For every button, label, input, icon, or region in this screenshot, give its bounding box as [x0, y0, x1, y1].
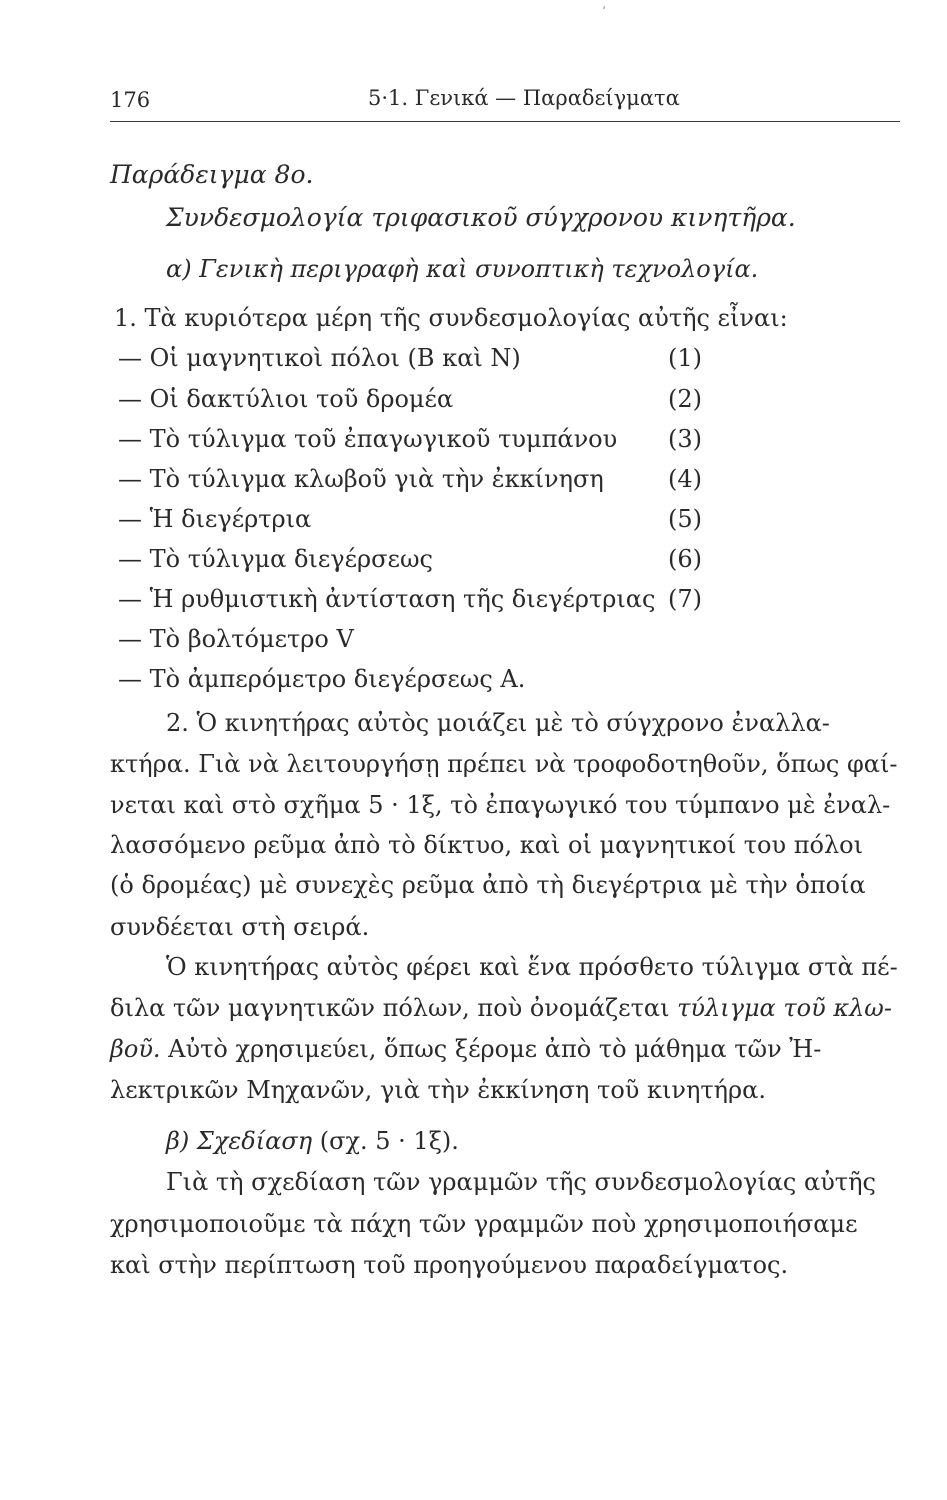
text-line: Ὁ κινητήρας αὐτὸς φέρει καὶ ἕνα πρόσθετο τύλιγμα στὰ πέ- [166, 953, 898, 981]
running-head: 5·1. Γενικά — Παραδείγματα [368, 86, 680, 110]
point-1-intro: 1. Τὰ κυριότερα μέρη τῆς συνδεσμολογίας αὐτῆς εἶναι: [114, 304, 788, 332]
list-item: — Τὸ ἀμπερόμετρο διεγέρσεως Α. [118, 665, 526, 693]
text-line: νεται καὶ στὸ σχῆμα 5 · 1ξ, τὸ ἐπαγωγικό του τύμπανο μὲ ἐναλ- [110, 791, 891, 819]
list-item: — Τὸ τύλιγμα διεγέρσεως [118, 545, 433, 573]
text-line: καὶ στὴν περίπτωση τοῦ προηγούμενου παραδείγματος. [110, 1251, 789, 1279]
text-line: (ὁ δρομέας) μὲ συνεχὲς ρεῦμα ἀπὸ τὴ διεγέρτρια μὲ τὴν ὁποία [110, 871, 866, 899]
term-italic: βοῦ. [110, 1035, 161, 1063]
page-number: 176 [110, 88, 151, 112]
example-title: Παράδειγμα 8ο. [110, 160, 314, 189]
list-item-number: (6) [668, 545, 702, 573]
list-item: — Τὸ τύλιγμα κλωβοῦ γιὰ τὴν ἐκκίνηση [118, 465, 604, 493]
section-a-heading: α) Γενικὴ περιγραφὴ καὶ συνοπτικὴ τεχνολογία. [166, 255, 759, 283]
list-item-number: (3) [668, 425, 702, 453]
example-subtitle: Συνδεσμολογία τριφασικοῦ σύγχρονου κινητῆρα. [166, 203, 796, 232]
list-item: — Οἱ μαγνητικοὶ πόλοι (Β καὶ Ν) [118, 344, 521, 372]
list-item: — Τὸ τύλιγμα τοῦ ἐπαγωγικοῦ τυμπάνου [118, 425, 618, 453]
section-b-heading [166, 1126, 459, 1156]
text-line: λασσόμενο ρεῦμα ἀπὸ τὸ δίκτυο, καὶ οἱ μαγνητικοί του πόλοι [110, 831, 864, 859]
list-item-number: (1) [668, 344, 702, 372]
list-item: — Οἱ δακτύλιοι τοῦ δρομέα [118, 385, 454, 413]
text-line: Γιὰ τὴ σχεδίαση τῶν γραμμῶν τῆς συνδεσμολογίας αὐτῆς [166, 1168, 876, 1196]
list-item-number: (5) [668, 505, 702, 533]
figure-ref: (σχ. 5 · 1ξ). [312, 1127, 459, 1155]
list-item-number: (4) [668, 465, 702, 493]
text-line: συνδέεται στὴ σειρά. [110, 913, 370, 941]
text-line: λεκτρικῶν Μηχανῶν, γιὰ τὴν ἐκκίνηση τοῦ κινητήρα. [110, 1076, 766, 1104]
text-line: κτήρα. Γιὰ νὰ λειτουργήσῃ πρέπει νὰ τροφοδοτηθοῦν, ὅπως φαί- [110, 750, 898, 778]
text-line: χρησιμοποιοῦμε τὰ πάχη τῶν γραμμῶν ποὺ χρησιμοποιήσαμε [110, 1210, 858, 1238]
text-run: Αὐτὸ χρησιμεύει, ὅπως ξέρομε ἀπὸ τὸ μάθημα τῶν Ἠ- [160, 1035, 822, 1063]
stray-mark: ʻ [602, 4, 606, 18]
text-run: διλα τῶν μαγνητικῶν πόλων, ποὺ ὀνομάζεται [110, 994, 678, 1022]
header-rule [110, 121, 900, 122]
text-line [110, 993, 892, 1023]
list-item: — Ἡ ρυθμιστικὴ ἀντίσταση τῆς διεγέρτριας [118, 585, 656, 613]
term-italic: τύλιγμα τοῦ κλω- [677, 994, 892, 1022]
text-line [110, 1034, 821, 1064]
text-line: 2. Ὁ κινητήρας αὐτὸς μοιάζει μὲ τὸ σύγχρονο ἐναλλα- [166, 709, 830, 737]
list-item-number: (2) [668, 385, 702, 413]
list-item-number: (7) [668, 585, 702, 613]
page-header [110, 80, 900, 116]
list-item: — Τὸ βολτόμετρο V [118, 625, 354, 653]
list-item: — Ἡ διεγέρτρια [118, 505, 312, 533]
section-b-title: β) Σχεδίαση [166, 1127, 313, 1155]
